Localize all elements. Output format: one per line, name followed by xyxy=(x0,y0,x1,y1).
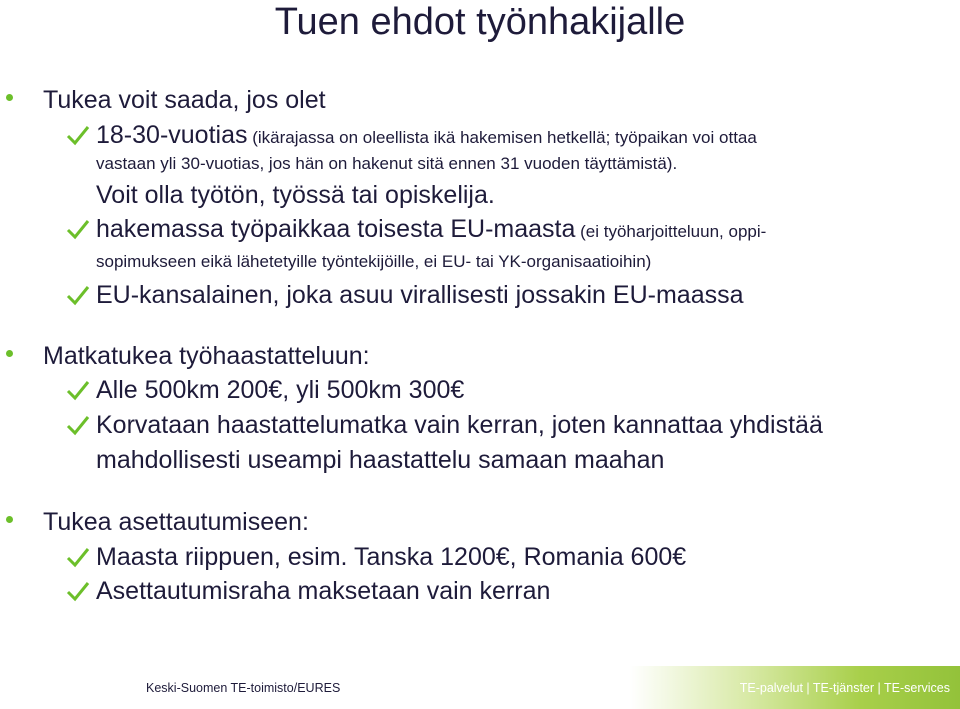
item-main: Alle 500km 200€, yli 500km 300€ xyxy=(96,376,465,404)
item-continuation: vastaan yli 30-vuotias, jos hän on hakenut sitä ennen 31 vuoden täyttämistä). xyxy=(96,154,678,173)
heading-text: Matkatukea työhaastatteluun: xyxy=(43,342,370,370)
check-mark-icon xyxy=(66,414,90,436)
check-mark-icon xyxy=(66,284,90,306)
footer-left-text: Keski-Suomen TE-toimisto/EURES xyxy=(146,681,341,695)
item-main: Korvataan haastattelumatka vain kerran, joten kannattaa yhdistää xyxy=(96,411,823,439)
heading-text: Tukea voit saada, jos olet xyxy=(43,86,326,114)
check-mark-icon xyxy=(66,124,90,146)
footer-services-links[interactable]: TE-palvelut | TE-tjänster | TE-services xyxy=(739,681,950,695)
bullet-icon xyxy=(6,94,13,101)
bullet-icon xyxy=(6,516,13,523)
check-mark-icon xyxy=(66,546,90,568)
item-main: hakemassa työpaikkaa toisesta EU-maasta xyxy=(96,215,576,243)
item-main: Asettautumisraha maksetaan vain kerran xyxy=(96,577,551,605)
slide-title: Tuen ehdot työnhakijalle xyxy=(274,1,686,43)
item-main: 18-30-vuotias xyxy=(96,121,248,149)
item-main: Maasta riippuen, esim. Tanska 1200€, Romania 600€ xyxy=(96,543,687,571)
item-note: (ikärajassa on oleellista ikä hakemisen hetkellä; työpaikan voi ottaa xyxy=(247,128,757,147)
check-mark-icon xyxy=(66,218,90,240)
heading-text: Tukea asettautumiseen: xyxy=(43,508,309,536)
item-continuation: sopimukseen eikä lähetetyille työntekijöille, ei EU- tai YK-organisaatioihin) xyxy=(96,252,652,271)
bullet-icon xyxy=(6,350,13,357)
item-continuation-large: Voit olla työtön, työssä tai opiskelija. xyxy=(96,181,495,209)
check-mark-icon xyxy=(66,580,90,602)
check-mark-icon xyxy=(66,379,90,401)
item-continuation-large: mahdollisesti useampi haastattelu samaan maahan xyxy=(96,446,665,474)
item-note: (ei työharjoitteluun, oppi- xyxy=(575,222,767,241)
item-main: EU-kansalainen, joka asuu virallisesti jossakin EU-maassa xyxy=(96,281,744,309)
